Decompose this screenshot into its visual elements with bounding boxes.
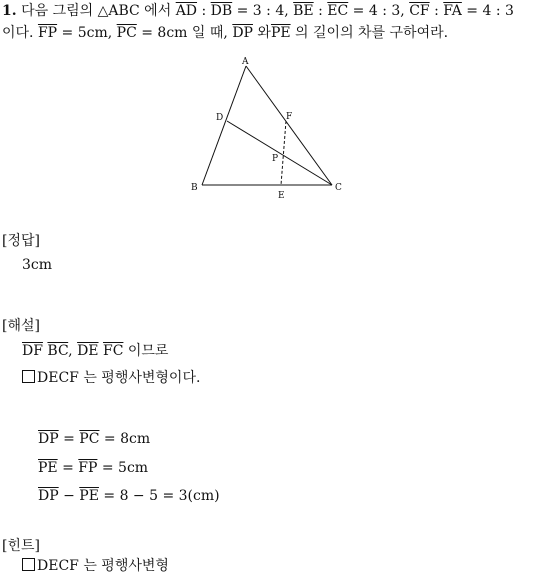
ratio-ad-db: = 3 : 4, xyxy=(232,3,294,19)
segment-pc: $\overline{PC}$ xyxy=(79,431,100,447)
hint-line xyxy=(22,555,169,575)
separator: , xyxy=(68,343,78,359)
segment-fc: $\overline{FC}$ xyxy=(102,343,124,359)
colon: : xyxy=(429,3,444,19)
answer-header: [정답] xyxy=(2,233,40,249)
segment-dc xyxy=(227,121,332,185)
segment-ad: $\overline{AD}$ xyxy=(175,3,198,19)
segment-fp: $\overline{FP}$ xyxy=(78,460,98,476)
segment-pe: $\overline{PE}$ xyxy=(79,488,99,504)
label-e: E xyxy=(278,191,285,201)
problem-line2-pre: 이다. xyxy=(2,25,38,41)
segment-fp: $\overline{FP}$ xyxy=(37,25,58,41)
problem-number: 1. xyxy=(2,3,17,19)
hint-header: [힌트] xyxy=(2,538,40,554)
equation-2 xyxy=(38,460,148,476)
segment-pe: $\overline{PE}$ xyxy=(270,25,291,41)
label-f: F xyxy=(286,112,293,122)
ratio-cf-fa: = 4 : 3 xyxy=(461,3,514,19)
hint-text: DECF 는 평행사변형 xyxy=(37,558,169,574)
segment-de: $\overline{DE}$ xyxy=(77,343,99,359)
ratio-be-ec: = 4 : 3, xyxy=(348,3,410,19)
answer-value: 3cm xyxy=(22,257,53,273)
minus: − xyxy=(58,488,80,504)
segment-pc: $\overline{PC}$ xyxy=(116,25,137,41)
triangle-figure xyxy=(180,55,350,205)
problem-intro: 다음 그림의 △ABC 에서 xyxy=(21,3,176,19)
segment-fa: $\overline{FA}$ xyxy=(443,3,462,19)
segment-cf: $\overline{CF}$ xyxy=(409,3,430,19)
fp-value: = 5cm, xyxy=(57,25,117,41)
equation-2-value: = 5cm xyxy=(97,460,149,476)
segment-bc: $\overline{BC}$ xyxy=(47,343,69,359)
segment-ec: $\overline{EC}$ xyxy=(327,3,349,19)
solution-line2-text: DECF 는 평행사변형이다. xyxy=(37,370,201,386)
solution-line1-tail: 이므로 xyxy=(123,343,169,359)
segment-df: $\overline{DF}$ xyxy=(22,343,43,359)
segment-dp: $\overline{DP}$ xyxy=(232,25,253,41)
side-ac xyxy=(246,66,332,185)
equation-3 xyxy=(38,488,220,504)
label-b: B xyxy=(191,183,198,193)
label-a: A xyxy=(242,57,249,67)
segment-fe xyxy=(281,121,286,185)
equation-1-value: = 8cm xyxy=(99,431,151,447)
parallelogram-box-icon xyxy=(22,370,35,383)
problem-line-2 xyxy=(2,22,448,42)
solution-line-1 xyxy=(22,340,168,360)
equals: = xyxy=(58,431,80,447)
segment-dp: $\overline{DP}$ xyxy=(38,488,59,504)
label-d: D xyxy=(216,113,224,123)
problem-line-1 xyxy=(2,1,514,22)
problem-line2-post: 의 길이의 차를 구하여라. xyxy=(290,25,449,41)
solution-line-2 xyxy=(22,367,200,387)
segment-be: $\overline{BE}$ xyxy=(293,3,314,19)
solution-header: [해설] xyxy=(2,318,40,334)
equation-1 xyxy=(38,431,150,447)
equation-3-value: = 8 − 5 = 3(cm) xyxy=(98,488,220,504)
problem-line2-mid: 와 xyxy=(252,25,271,41)
label-c: C xyxy=(335,183,342,193)
segment-db: $\overline{DB}$ xyxy=(210,3,233,19)
colon: : xyxy=(313,3,328,19)
side-ab xyxy=(202,66,246,185)
segment-pe: $\overline{PE}$ xyxy=(38,460,58,476)
pc-value: = 8cm 일 때, xyxy=(136,25,233,41)
parallelogram-box-icon xyxy=(22,558,35,571)
label-p: P xyxy=(272,154,279,164)
colon: : xyxy=(197,3,211,19)
segment-dp: $\overline{DP}$ xyxy=(38,431,59,447)
equals: = xyxy=(57,460,79,476)
